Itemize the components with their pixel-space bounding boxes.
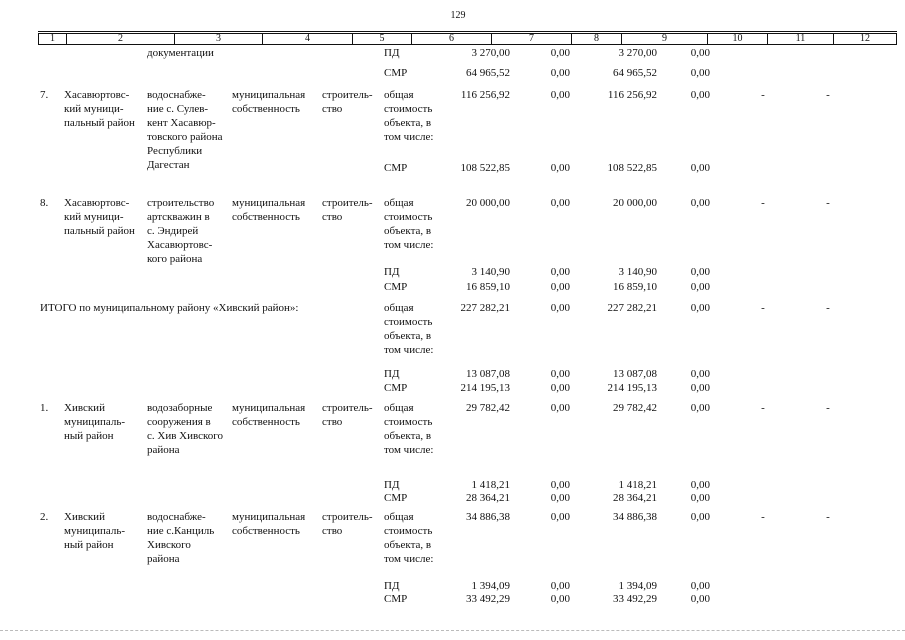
cost-value-col7: 1 418,21 [471,479,510,491]
work-type: строитель- ство [322,197,373,223]
column-header-9: 9 [621,34,707,44]
cost-type: СМР [384,492,408,504]
column-header-8: 8 [571,34,621,44]
district-name: Хасавюртовс- кий муници- пальный район [64,197,135,237]
work-type: строитель- ство [322,89,373,115]
column-header-4: 4 [262,34,352,44]
cost-value-col10: 0,00 [690,382,710,394]
district-name: Хасавюртовс- кий муници- пальный район [64,89,135,129]
entry-number: 2. [40,511,49,523]
cost-value-col8: 0,00 [550,402,570,414]
district-name: Хивский муниципаль- ный район [64,511,126,551]
col11-dash: - [761,89,765,101]
top-rule [38,31,897,32]
column-header-11: 11 [767,34,833,44]
column-header-6: 6 [411,34,491,44]
cost-value-col7: 29 782,42 [466,402,510,414]
cost-value-col10: 0,00 [690,492,710,504]
cost-value-col8: 0,00 [550,511,570,523]
work-type: строитель- ство [322,511,373,537]
cost-value-col7: 33 492,29 [466,593,510,605]
col11-dash: - [761,511,765,523]
entry-number: 8. [40,197,49,209]
cost-value-col9: 1 394,09 [618,580,657,592]
cost-type: СМР [384,382,408,394]
cost-value-col7: 13 087,08 [466,368,510,380]
column-header-12: 12 [833,34,896,44]
cost-value-col9: 16 859,10 [613,281,657,293]
cost-value-col8: 0,00 [550,266,570,278]
cost-type: ПД [384,368,400,380]
cost-value-col8: 0,00 [550,382,570,394]
ownership-form: муниципальная собственность [232,402,306,428]
column-header-5: 5 [352,34,411,44]
cost-value-col7: 34 886,38 [466,511,510,523]
cost-value-col9: 1 418,21 [618,479,657,491]
cost-value-col7: 108 522,85 [460,162,510,174]
cost-value-col8: 0,00 [550,302,570,314]
object-name: водозаборные сооружения в с. Хив Хивского района [147,402,224,456]
column-header-10: 10 [707,34,767,44]
col12-dash: - [826,402,830,414]
cost-type: общая стоимость объекта, в том числе: [384,511,434,565]
cost-value-col8: 0,00 [550,67,570,79]
object-name: водоснабже- ние с.Канциль Хивского района [147,511,215,565]
cost-value-col10: 0,00 [690,197,710,209]
cost-type: ПД [384,580,400,592]
column-header-7: 7 [491,34,571,44]
cost-value-col8: 0,00 [550,89,570,101]
col12-dash: - [826,89,830,101]
cost-value-col8: 0,00 [550,368,570,380]
col12-dash: - [826,302,830,314]
cost-type: СМР [384,162,408,174]
col12-dash: - [826,197,830,209]
cost-value-col10: 0,00 [690,47,710,59]
cost-value-col8: 0,00 [550,479,570,491]
col12-dash: - [826,511,830,523]
col11-dash: - [761,197,765,209]
cost-type: СМР [384,281,408,293]
entry-number: 1. [40,402,49,414]
cost-value-col10: 0,00 [690,580,710,592]
cost-value-col9: 20 000,00 [613,197,657,209]
cost-value-col9: 29 782,42 [613,402,657,414]
cost-value-col7: 16 859,10 [466,281,510,293]
cost-value-col9: 116 256,92 [607,89,657,101]
cost-value-col8: 0,00 [550,593,570,605]
cost-type: ПД [384,47,400,59]
cost-value-col10: 0,00 [690,89,710,101]
object-name-tail: документации [147,47,214,59]
cost-value-col7: 227 282,21 [460,302,510,314]
scan-edge-line [0,630,905,631]
col11-dash: - [761,302,765,314]
cost-type: СМР [384,593,408,605]
cost-value-col10: 0,00 [690,511,710,523]
cost-value-col10: 0,00 [690,67,710,79]
cost-value-col10: 0,00 [690,402,710,414]
work-type: строитель- ство [322,402,373,428]
object-name: строительство артскважин в с. Эндирей Хасавюртовс- кого района [147,197,215,265]
cost-value-col10: 0,00 [690,162,710,174]
ownership-form: муниципальная собственность [232,197,306,223]
entry-number: 7. [40,89,49,101]
cost-type: ПД [384,479,400,491]
cost-value-col10: 0,00 [690,368,710,380]
district-total-label: ИТОГО по муниципальному району «Хивский район»: [40,302,299,314]
cost-value-col9: 3 140,90 [618,266,657,278]
cost-value-col7: 214 195,13 [460,382,510,394]
district-name: Хивский муниципаль- ный район [64,402,126,442]
cost-value-col7: 64 965,52 [466,67,510,79]
cost-value-col8: 0,00 [550,197,570,209]
cost-value-col10: 0,00 [690,479,710,491]
cost-type: ПД [384,266,400,278]
object-name: водоснабже- ние с. Сулев- кент Хасавюр- товского района Республики Дагестан [147,89,223,171]
cost-value-col7: 28 364,21 [466,492,510,504]
cost-value-col8: 0,00 [550,492,570,504]
cost-value-col8: 0,00 [550,580,570,592]
cost-value-col9: 3 270,00 [618,47,657,59]
cost-value-col9: 34 886,38 [613,511,657,523]
cost-type: общая стоимость объекта, в том числе: [384,302,434,356]
cost-value-col9: 28 364,21 [613,492,657,504]
cost-value-col7: 3 270,00 [471,47,510,59]
cost-value-col7: 20 000,00 [466,197,510,209]
cost-type: общая стоимость объекта, в том числе: [384,89,434,143]
cost-value-col9: 214 195,13 [607,382,657,394]
cost-value-col9: 64 965,52 [613,67,657,79]
cost-type: общая стоимость объекта, в том числе: [384,402,434,456]
ownership-form: муниципальная собственность [232,89,306,115]
col11-dash: - [761,402,765,414]
cost-type: СМР [384,67,408,79]
column-header-row [38,33,897,45]
cost-value-col9: 227 282,21 [607,302,657,314]
ownership-form: муниципальная собственность [232,511,306,537]
column-header-1: 1 [50,33,55,44]
column-header-3: 3 [174,34,262,44]
column-header-2: 2 [66,34,174,44]
cost-value-col7: 3 140,90 [471,266,510,278]
cost-value-col9: 108 522,85 [607,162,657,174]
cost-value-col7: 116 256,92 [460,89,510,101]
cost-value-col10: 0,00 [690,281,710,293]
cost-value-col10: 0,00 [690,302,710,314]
cost-value-col10: 0,00 [690,266,710,278]
cost-value-col8: 0,00 [550,162,570,174]
page-number: 129 [450,10,466,21]
cost-type: общая стоимость объекта, в том числе: [384,197,434,251]
cost-value-col7: 1 394,09 [471,580,510,592]
cost-value-col10: 0,00 [690,593,710,605]
cost-value-col8: 0,00 [550,281,570,293]
cost-value-col8: 0,00 [550,47,570,59]
cost-value-col9: 13 087,08 [613,368,657,380]
cost-value-col9: 33 492,29 [613,593,657,605]
